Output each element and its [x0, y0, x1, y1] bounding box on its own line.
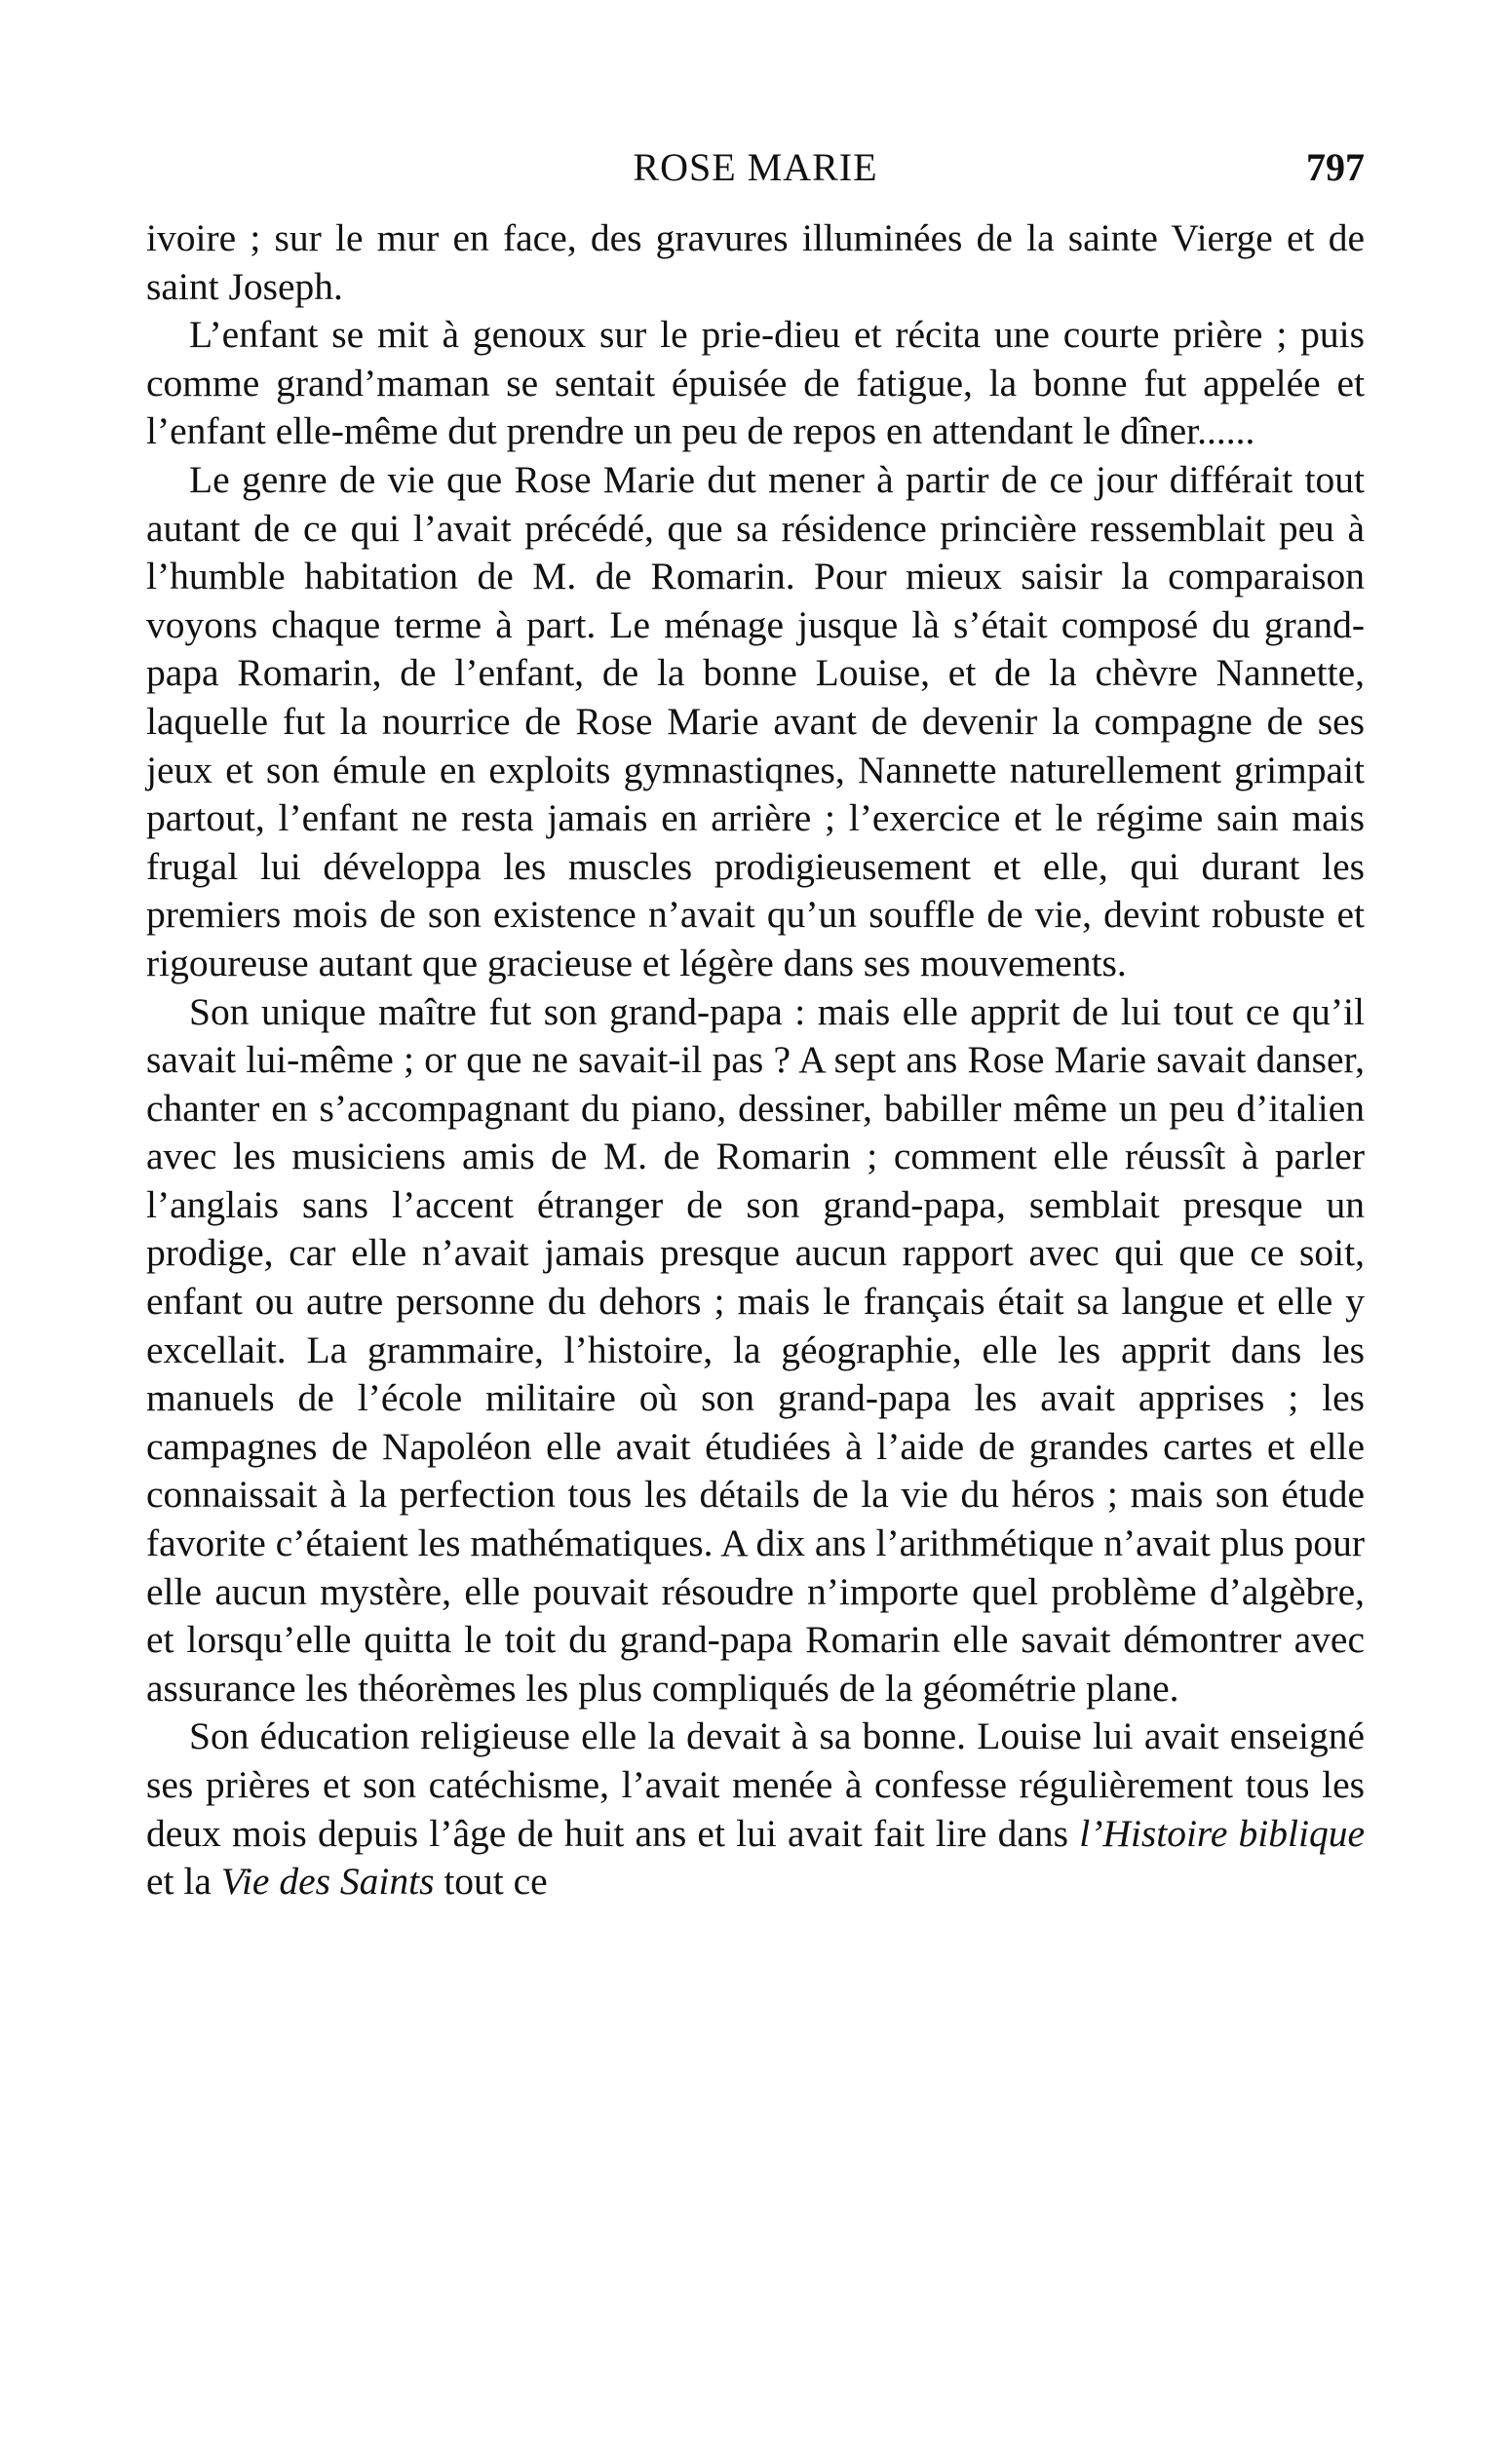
page-number: 797	[1306, 145, 1365, 189]
paragraph-3: Le genre de vie que Rose Marie dut mener à partir de ce jour différait tout autant de ce qui l’avait précédé, que sa résidence princière ressemblait peu à l’humble habitation de M. de Romarin. Pour mieux saisir la comparaison voyons chaque terme à part. Le ménage jusque là s’était composé du grand-papa Romarin, de l’enfant, de la bonne Louise, et de la chèvre Nannette, laquelle fut la nourrice de Rose Marie avant de devenir la compagne de ses jeux et son émule en exploits gymnastiqnes, Nannette naturellement grimpait partout, l’enfant ne resta jamais en arrière ; l’exercice et le régime sain mais frugal lui développa les muscles prodigieusement et elle, qui durant les premiers mois de son existence n’avait qu’un souffle de vie, devint robuste et rigoureuse autant que gracieuse et légère dans ses mouvements.	[146, 457, 1365, 984]
paragraph-5-before: Son éducation religieuse elle la devait à sa bonne. Louise lui avait enseigné ses prières et son catéchisme, l’avait menée à confesse régulièrement tous les deux mois depuis l’âge de huit ans et lui avait fait lire dans	[146, 1714, 1365, 1855]
running-title: ROSE MARIE	[633, 145, 878, 189]
body-text	[146, 214, 1365, 1906]
paragraph-5	[146, 1713, 1365, 1906]
paragraph-4: Son unique maître fut son grand-papa : mais elle apprit de lui tout ce qu’il savait lui-même ; or que ne savait-il pas ? A sept ans Rose Marie savait danser, chanter en s’accompagnant du piano, dessiner, babiller même un peu d’italien avec les musiciens amis de M. de Romarin ; comment elle réussît à parler l’anglais sans l’accent étranger de son grand-papa, semblait presque un prodige, car elle n’avait jamais presque aucun rapport avec qui que ce soit, enfant ou autre personne du dehors ; mais le français était sa langue et elle y excellait. La grammaire, l’histoire, la géographie, elle les apprit dans les manuels de l’école militaire où son grand-papa les avait apprises ; les campagnes de Napoléon elle avait étudiées à l’aide de grandes cartes et elle connaissait à la perfection tous les détails de la vie du héros ; mais son étude favorite c’étaient les mathématiques. A dix ans l’arithmétique n’avait plus pour elle aucun mystère, elle pouvait résoudre n’importe quel problème d’algèbre, et lorsqu’elle quitta le toit du grand-papa Romarin elle savait démontrer avec assurance les théorèmes les plus compliqués de la géométrie plane.	[146, 989, 1365, 1710]
paragraph-5-after: tout ce	[434, 1860, 548, 1904]
paragraph-1: ivoire ; sur le mur en face, des gravures illuminées de la sainte Vierge et de saint Joseph.	[146, 216, 1365, 308]
paragraph-5-middle: et la	[146, 1860, 221, 1904]
book-title-vie-des-saints: Vie des Saints	[220, 1860, 435, 1904]
running-head	[146, 144, 1365, 193]
paragraph-2: L’enfant se mit à genoux sur le prie-dieu et récita une courte prière ; puis comme grand’maman se sentait épuisée de fatigue, la bonne fut appelée et l’enfant elle-même dut prendre un peu de repos en attendant le dîner......	[146, 313, 1365, 453]
book-title-histoire-biblique: l’Histoire biblique	[1079, 1811, 1366, 1855]
